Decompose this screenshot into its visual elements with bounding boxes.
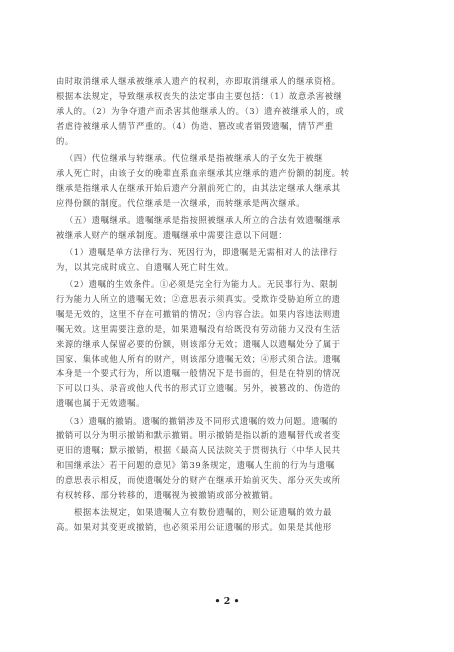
paragraph-disinheritance [56, 74, 398, 148]
text-line: 撤销可以分为明示撤销和默示撤销。明示撤销是指以新的遗嘱替代或者变 [56, 430, 341, 441]
body-text [56, 74, 398, 535]
paragraph-will-validity [56, 277, 398, 411]
text-line: 为，以其完成时成立、自遗嘱人死亡时生效。 [56, 261, 234, 272]
text-line: 有权转移、部分转移的，遗嘱视为被撤销或部分被撤销。 [56, 490, 279, 500]
text-line: （五）遗嘱继承。遗嘱继承是指按照被继承人所立的合法有效遗嘱继承 [65, 214, 341, 225]
paragraph-subrogation [56, 151, 398, 211]
paragraph-will-revocation [56, 414, 398, 503]
text-line: 遗嘱也属于无效遗嘱。 [56, 398, 145, 409]
text-line: （四）代位继承与转继承。代位继承是指被继承人的子女先于被继 [65, 152, 324, 163]
text-line: 承人死亡时，由该子女的晚辈直系血亲继承其应继承的遗产份额的制度。转 [56, 167, 350, 178]
text-line: （3）遗嘱的撤销。遗嘱的撤销涉及不同形式遗嘱的效力问题。遗嘱的 [65, 415, 338, 426]
paragraph-testamentary-succession [56, 213, 398, 243]
text-line: 由时取消继承人继承被继承人遗产的权利，亦即取消继承人的继承资格。 [56, 76, 341, 86]
text-line: 根据本法规定，如果遗嘱人立有数份遗嘱的，则公证遗嘱的效力最 [74, 507, 333, 518]
text-line: 和国继承法〉若干问题的意见》第39条规定，遗嘱人生前的行为与遗嘱 [56, 460, 335, 471]
text-line: （1）遗嘱是单方法律行为、死因行为，即遗嘱是无需相对人的法律行 [65, 246, 338, 257]
text-line: 被继承人财产的继承制度。遗嘱继承中需要注意以下问题： [56, 229, 288, 240]
text-line: 的意思表示相反，而使遗嘱处分的财产在继承开始前灭失、部分灭失或所 [56, 475, 341, 486]
text-line: 承人的。（2）为争夺遗产而杀害其他继承人的。（3）遗弃被继承人的，或 [56, 105, 345, 116]
text-line: 嘱无效。这里需要注意的是，如果遗嘱没有给既没有劳动能力又没有生活 [56, 323, 341, 334]
text-line: 国家、集体或他人所有的财产，则该部分遗嘱无效；④形式须合法。遗嘱 [56, 353, 341, 364]
text-line: 应得份额的制度。代位继承是一次继承，而转继承是两次继承。 [56, 197, 306, 208]
paragraph-will-nature [56, 245, 398, 275]
text-line: 的。 [56, 135, 74, 146]
text-line: 行为能力人所立的遗嘱无效；②意思表示须真实。受欺诈受胁迫所立的遗 [56, 294, 341, 305]
text-line: 更旧的遗嘱；默示撤销，根据《最高人民法院关于贯彻执行〈中华人民共 [56, 445, 341, 456]
text-line: 嘱是无效的，这里不存在可撤销的情况；③内容合法。如果内容违法则遗 [56, 308, 341, 319]
text-line: 高。如果对其变更或撤销，也必须采用公证遗嘱的形式。如果是其他形 [56, 522, 332, 533]
text-line: （2）遗嘱的生效条件。①必须是完全行为能力人。无民事行为、限制 [65, 279, 338, 290]
paragraph-notarized-will [56, 505, 398, 535]
page-number: • 2 • [214, 596, 240, 607]
text-line: 下可以口头、录音或他人代书的形式订立遗嘱。另外，被篡改的、伪造的 [56, 383, 341, 394]
text-line: 者虐待被继承人情节严重的。（4）伪造、篡改或者销毁遗嘱，情节严重 [56, 120, 334, 131]
text-line: 继承是指继承人在继承开始后遗产分割前死亡的，由其法定继承人继承其 [56, 182, 341, 193]
text-line: 根据本法规定，导致继承权丧失的法定事由主要包括：（1）故意杀害被继 [56, 90, 343, 101]
text-line: 本身是一个要式行为，所以遗嘱一般情况下是书面的，但是在特别的情况 [56, 368, 341, 379]
text-line: 来源的继承人保留必要的份额，则该部分无效；遗嘱人以遗嘱处分了属于 [56, 338, 341, 349]
